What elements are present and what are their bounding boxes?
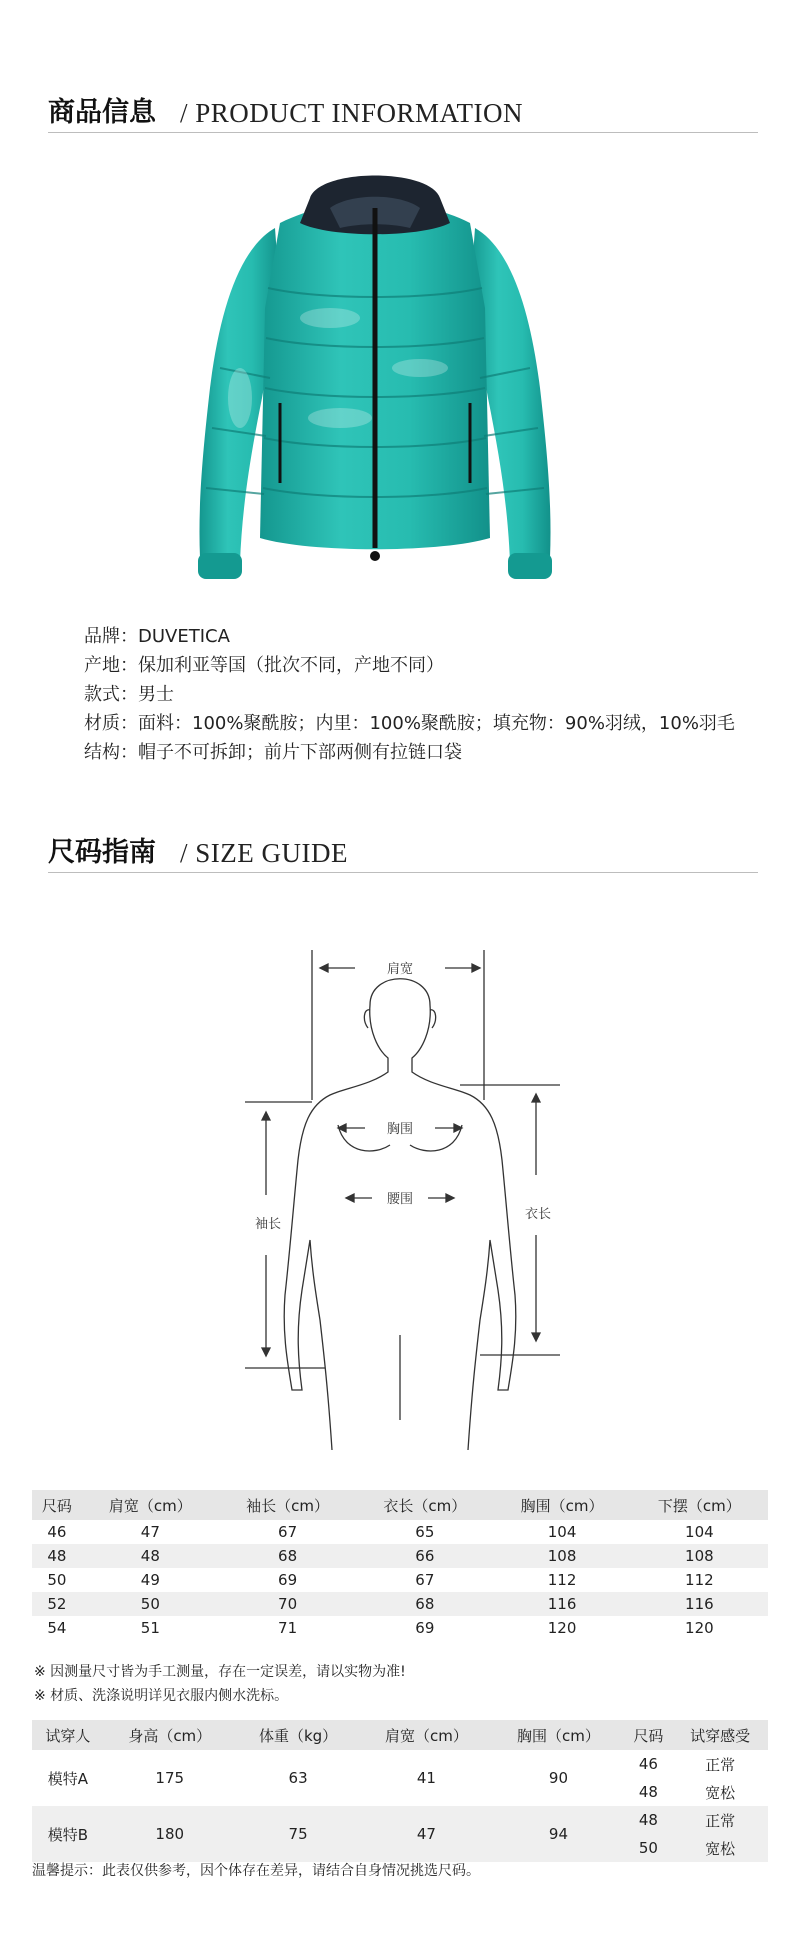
size-table <box>32 1490 768 1640</box>
fit-feel: 正常 <box>672 1806 768 1834</box>
fit-size: 48 <box>624 1778 672 1806</box>
model-shoulder: 41 <box>360 1750 492 1806</box>
fit-feel: 宽松 <box>672 1778 768 1806</box>
size-cell: 46 <box>47 1523 67 1541</box>
jacket-image <box>180 168 570 588</box>
fit-size: 46 <box>624 1750 672 1778</box>
size-cell: 116 <box>493 1592 630 1616</box>
label-waist: 腰围 <box>386 1192 414 1207</box>
size-cell: 116 <box>631 1592 768 1616</box>
size-col-header: 胸围（cm） <box>493 1490 630 1520</box>
label-length: 衣长 <box>524 1207 552 1222</box>
size-col-header: 衣长（cm） <box>356 1490 493 1520</box>
size-cell: 112 <box>685 1571 714 1589</box>
size-cell: 51 <box>140 1619 160 1637</box>
product-info-header <box>48 96 758 133</box>
table-row <box>32 1520 768 1544</box>
size-cell: 67 <box>415 1571 435 1589</box>
fit-table-header <box>32 1720 768 1750</box>
note-measurement: ※ 因测量尺寸皆为手工测量，存在一定误差，请以实物为准! <box>34 1664 406 1680</box>
fit-col-header: 试穿感受 <box>672 1720 768 1750</box>
product-info-title-cn: 商品信息 <box>48 97 156 128</box>
size-col-header: 肩宽（cm） <box>82 1490 219 1520</box>
model-chest: 94 <box>492 1806 624 1862</box>
size-cell: 69 <box>415 1619 435 1637</box>
spec-structure: 结构：帽子不可拆卸；前片下部两侧有拉链口袋 <box>84 742 462 763</box>
size-guide-header <box>48 836 758 873</box>
size-cell: 54 <box>47 1619 67 1637</box>
fit-col-header: 试穿人 <box>32 1720 104 1750</box>
fit-col-header: 体重（kg） <box>236 1720 361 1750</box>
table-row <box>32 1616 768 1640</box>
size-cell: 49 <box>140 1571 160 1589</box>
model-chest: 90 <box>492 1750 624 1806</box>
fit-col-header: 肩宽（cm） <box>360 1720 492 1750</box>
size-col-header: 袖长（cm） <box>219 1490 356 1520</box>
size-col-header: 尺码 <box>32 1490 82 1520</box>
product-specs <box>84 622 764 767</box>
size-cell: 108 <box>631 1544 768 1568</box>
size-cell: 104 <box>685 1523 714 1541</box>
label-chest: 胸围 <box>386 1122 414 1137</box>
size-cell: 48 <box>82 1544 219 1568</box>
fit-feel: 宽松 <box>672 1834 768 1862</box>
model-name: 模特B <box>32 1806 104 1862</box>
table-row <box>32 1568 768 1592</box>
spec-style: 款式：男士 <box>84 684 174 705</box>
label-sleeve: 袖长 <box>254 1217 282 1232</box>
model-weight: 63 <box>236 1750 361 1806</box>
size-table-header <box>32 1490 768 1520</box>
size-cell: 65 <box>415 1523 435 1541</box>
model-height: 175 <box>104 1750 236 1806</box>
model-height: 180 <box>104 1806 236 1862</box>
label-shoulder: 肩宽 <box>386 962 414 977</box>
size-cell: 67 <box>278 1523 298 1541</box>
size-cell: 69 <box>278 1571 298 1589</box>
fit-size: 50 <box>624 1834 672 1862</box>
size-guide-title-en: / SIZE GUIDE <box>180 838 348 868</box>
fit-feel: 正常 <box>672 1750 768 1778</box>
product-info-title-en: / PRODUCT INFORMATION <box>180 98 524 128</box>
size-cell: 50 <box>82 1592 219 1616</box>
fit-col-header: 胸围（cm） <box>492 1720 624 1750</box>
size-cell: 104 <box>547 1523 577 1541</box>
size-cell: 108 <box>493 1544 630 1568</box>
model-weight: 75 <box>236 1806 361 1862</box>
measurement-notes <box>34 1660 406 1708</box>
size-cell: 68 <box>356 1592 493 1616</box>
table-row <box>32 1544 768 1568</box>
size-cell: 48 <box>32 1544 82 1568</box>
size-cell: 70 <box>219 1592 356 1616</box>
measurement-diagram <box>240 950 580 1450</box>
size-cell: 68 <box>219 1544 356 1568</box>
model-shoulder: 47 <box>360 1806 492 1862</box>
size-guide-title-cn: 尺码指南 <box>48 837 156 868</box>
sizing-tip: 温馨提示：此表仅供参考，因个体存在差异，请结合自身情况挑选尺码。 <box>32 1863 480 1879</box>
size-cell: 120 <box>547 1619 577 1637</box>
fit-col-header: 尺码 <box>624 1720 672 1750</box>
note-care: ※ 材质、洗涤说明详见衣服内侧水洗标。 <box>34 1688 289 1704</box>
table-row <box>32 1750 768 1778</box>
spec-brand: 品牌：DUVETICA <box>84 626 230 647</box>
size-cell: 112 <box>547 1571 577 1589</box>
size-cell: 71 <box>278 1619 298 1637</box>
size-cell: 120 <box>685 1619 714 1637</box>
size-cell: 50 <box>47 1571 67 1589</box>
fit-table <box>32 1720 768 1862</box>
spec-material: 材质：面料：100%聚酰胺；内里：100%聚酰胺；填充物：90%羽绒，10%羽毛 <box>84 713 735 734</box>
table-row <box>32 1806 768 1834</box>
model-name: 模特A <box>32 1750 104 1806</box>
size-cell: 47 <box>140 1523 160 1541</box>
size-cell: 52 <box>32 1592 82 1616</box>
spec-origin: 产地：保加利亚等国（批次不同，产地不同） <box>84 655 444 676</box>
fit-col-header: 身高（cm） <box>104 1720 236 1750</box>
fit-size: 48 <box>624 1806 672 1834</box>
size-cell: 66 <box>356 1544 493 1568</box>
table-row <box>32 1592 768 1616</box>
size-col-header: 下摆（cm） <box>631 1490 768 1520</box>
